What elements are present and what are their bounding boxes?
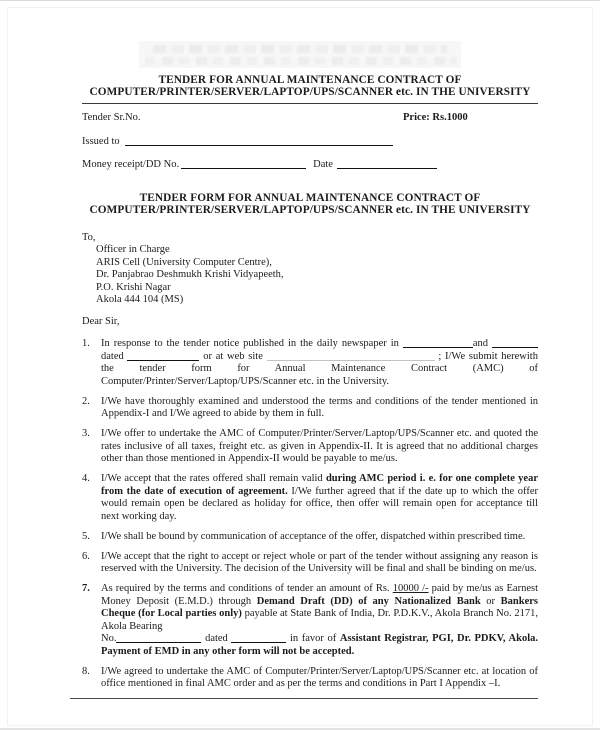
text-segment: As required by the terms and conditions of tender an amount of Rs. <box>101 583 393 595</box>
text-segment: or at web site <box>199 350 267 362</box>
money-receipt-label: Money receipt/DD No. <box>82 158 180 170</box>
item-text <box>101 428 538 466</box>
text-segment: Assistant Registrar, PGI, Dr. PDKV, Akola. <box>339 633 538 645</box>
address-line: Akola 444 104 (MS) <box>96 294 184 306</box>
form-title-line-1: TENDER FORM FOR ANNUAL MAINTENANCE CONTRACT OF <box>139 192 481 205</box>
tender-sr-price-row <box>82 112 538 125</box>
blank-field <box>492 338 538 348</box>
text-segment: dated <box>201 633 232 645</box>
text-segment: I/We have thoroughly examined and understood the terms and conditions of the tender mentioned in Appendix-I and I/We agreed to abide by them in full. <box>101 395 538 420</box>
faded-text-line <box>153 45 447 53</box>
text-segment: I/We accept that the rates offered shall remain valid <box>101 473 326 485</box>
text-segment: in favor of <box>286 633 340 645</box>
date-label: Date <box>313 158 333 170</box>
text-segment: 10000 /- <box>392 583 429 595</box>
item-number: 7. <box>82 583 90 595</box>
text-segment: during AMC period i. e. for one complete year from the date of execution of agreement. <box>101 473 539 497</box>
text-segment: I/We shall be bound by communication of acceptance of the offer, dispatched within prescribed time. <box>101 530 526 542</box>
item-text <box>101 396 538 421</box>
faded-scan-header <box>139 41 461 68</box>
text-segment: No. <box>101 633 117 645</box>
item-text <box>101 551 538 576</box>
blank-field <box>231 633 286 643</box>
title-line-1: TENDER FOR ANNUAL MAINTENANCE CONTRACT OF <box>158 74 462 86</box>
item-text <box>101 338 538 388</box>
list-item <box>82 666 538 691</box>
item-number: 2. <box>82 395 90 407</box>
issued-to-label: Issued to <box>82 136 120 148</box>
item-text <box>101 583 538 658</box>
address-block <box>82 232 538 307</box>
document-content <box>82 74 538 699</box>
list-item <box>82 583 538 658</box>
item-text <box>101 666 538 691</box>
item-number: 5. <box>82 530 90 542</box>
item-number: 4. <box>82 473 90 485</box>
text-segment: paid by me/us as Earnest Money Deposit (E.M.D.) through <box>101 583 538 607</box>
address-line: P.O. Krishi Nagar <box>96 281 171 293</box>
receipt-no-blank-field <box>181 159 306 169</box>
text-segment: payable at State Bank of India, Dr. P.D.K.V., Akola Branch No. 2171, Akola Bearing <box>101 608 538 632</box>
blank-field <box>116 633 201 643</box>
address-lines <box>96 244 538 307</box>
item-number: 3. <box>82 428 90 440</box>
blank-field <box>403 338 473 348</box>
address-line: ARIS Cell (University Computer Centre), <box>96 256 272 268</box>
money-receipt-row <box>82 159 538 172</box>
bottom-rule <box>70 698 538 699</box>
item-number: 1. <box>82 338 90 350</box>
text-segment: I/We further agreed that if the date up to which the offer would remain open be declared as holiday for office, then offer will remain open for acceptance till next working day. <box>101 485 538 522</box>
text-segment: and <box>472 338 492 350</box>
form-title-line-2: COMPUTER/PRINTER/SERVER/LAPTOP/UPS/SCANNER etc. IN THE UNIVERSITY <box>89 204 531 217</box>
form-title <box>82 192 538 217</box>
item-number: 8. <box>82 665 90 677</box>
address-to: To, <box>82 231 96 243</box>
price-label: Price: Rs.1000 <box>403 111 468 123</box>
salutation: Dear Sir, <box>82 315 120 327</box>
item-text <box>101 473 538 523</box>
text-segment: ; I/We submit herewith the tender form for Annual Maintenance Contract (AMC) of Computer/Printer/Server/Laptop/UPS/Scanner etc. in the University. <box>101 350 538 387</box>
list-item <box>82 396 538 421</box>
tender-sr-no-label: Tender Sr.No. <box>82 111 141 123</box>
blank-field <box>267 351 435 361</box>
text-segment: or <box>480 595 501 607</box>
text-segment: I/We agreed to undertake the AMC of Computer/Printer/Server/Laptop/UPS/Scanner etc. at location of office mentioned in final AMC order and as per the terms and conditions in Part I Appendix –I. <box>101 665 538 690</box>
text-segment: Demand Draft (DD) of any Nationalized Bank <box>256 595 481 607</box>
date-blank-field <box>337 159 437 169</box>
text-segment: I/We accept that the right to accept or reject whole or part of the tender without assigning any reason is reserved with the University. The decision of the University will be final and shall be binding on me/us. <box>101 550 538 575</box>
item-text <box>101 531 538 544</box>
list-item <box>82 338 538 388</box>
list-item <box>82 531 538 544</box>
list-item <box>82 473 538 523</box>
issued-to-row <box>82 136 538 149</box>
blank-field <box>127 351 199 361</box>
list-item <box>82 551 538 576</box>
document-title <box>82 74 538 104</box>
list-item <box>82 428 538 466</box>
item-number: 6. <box>82 550 90 562</box>
text-segment: Payment of EMD in any other form will not be accepted. <box>101 645 355 657</box>
address-line: Dr. Panjabrao Deshmukh Krishi Vidyapeeth, <box>96 269 284 281</box>
text-segment: I/We offer to undertake the AMC of Computer/Printer/Server/Laptop/UPS/Scanner etc. and quoted the rates inclusive of all taxes, freight etc. as given in Appendix-II. It is agreed that no additional charges other than those mentioned in Appendix-II would be payable to me/us. <box>101 428 538 465</box>
address-line: Officer in Charge <box>96 244 170 256</box>
text-segment: In response to the tender notice published in the daily newspaper in <box>101 338 403 350</box>
faded-text-line <box>145 57 457 65</box>
terms-list <box>82 338 538 691</box>
text-segment: Bankers Cheque (for Local parties only) <box>101 595 538 620</box>
title-line-2: COMPUTER/PRINTER/SERVER/LAPTOP/UPS/SCANNER etc. IN THE UNIVERSITY <box>89 86 531 99</box>
text-segment: dated <box>101 350 128 362</box>
issued-to-blank-field <box>125 136 393 146</box>
